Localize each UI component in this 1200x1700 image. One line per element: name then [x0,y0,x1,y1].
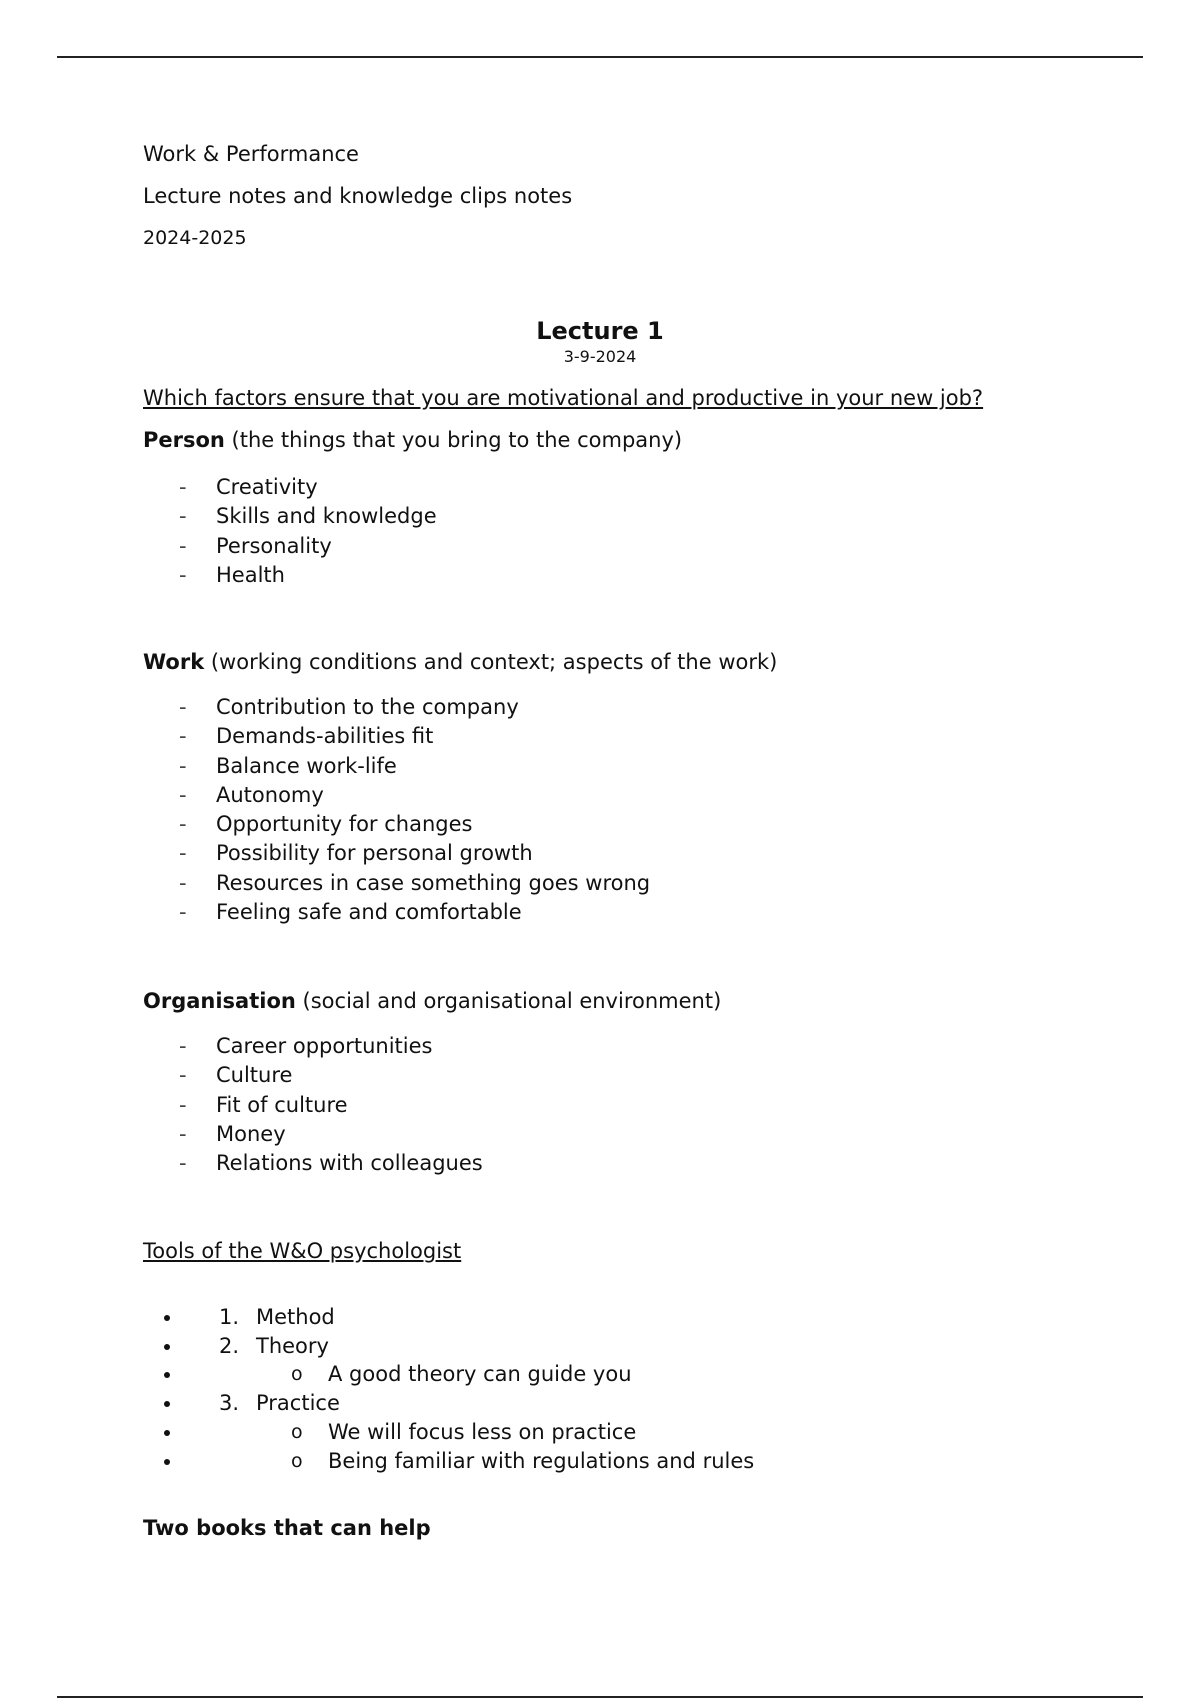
section-organisation-title: Organisation [143,989,296,1013]
number-marker: • 3. [219,1391,240,1415]
list-item: • 3. Practice [183,1390,340,1419]
bottom-rule [57,1696,1143,1698]
list-item: - Skills and knowledge [179,504,437,529]
dash-marker: - [179,1034,187,1058]
list-item: - Autonomy [179,782,324,807]
list-item: - Fit of culture [179,1092,348,1117]
person-list [143,474,437,591]
dash-marker: - [179,1092,187,1117]
dash-marker: - [179,870,187,895]
number-marker: • 1. [219,1305,240,1329]
tools-sublist [143,1361,632,1390]
list-item: - Health [179,562,285,587]
document-header [143,141,1063,251]
list-item: • o Being familiar with regulations and rules [183,1448,754,1477]
list-item: - Career opportunities [179,1034,433,1058]
list-item: - Money [179,1121,286,1146]
list-item: - Creativity [179,475,318,499]
list-item: - Relations with colleagues [179,1151,483,1176]
dash-marker: - [179,504,187,529]
dash-marker: - [179,753,187,778]
dash-marker: - [179,841,187,866]
section-work-description: (working conditions and context; aspects of the work) [204,650,778,674]
notes-subtitle: Lecture notes and knowledge clips notes [143,184,573,208]
circle-bullet-icon: • o [291,1421,303,1443]
list-item: - Culture [179,1063,293,1088]
section-work-title: Work [143,650,205,674]
lecture-title: Lecture 1 [536,317,664,345]
tools-sublist-practice [143,1419,754,1478]
dash-marker: - [179,1063,187,1088]
list-item: • 2. Theory [183,1333,335,1362]
list-item: - Balance work-life [179,753,397,778]
dash-marker: - [179,695,187,719]
list-item: • o A good theory can guide you [183,1361,632,1390]
number-marker: • 2. [219,1334,240,1359]
key-question: Which factors ensure that you are motivational and productive in your new job? [143,386,984,410]
course-title: Work & Performance [143,142,359,166]
list-item: - Feeling safe and comfortable [179,900,522,925]
section-organisation-description: (social and organisational environment) [295,989,722,1013]
list-item: - Resources in case something goes wrong [179,870,651,895]
dash-marker: - [179,1151,187,1176]
list-item: • o We will focus less on practice [183,1419,754,1448]
list-item: - Demands-abilities fit [179,724,434,749]
tools-list-continued [143,1390,340,1419]
list-item: - Possibility for personal growth [179,841,533,866]
circle-bullet-icon: • o [291,1363,303,1385]
section-person-description: (the things that you bring to the company) [224,428,683,452]
dash-marker: - [179,812,187,837]
books-heading: Two books that can help [143,1516,431,1540]
tools-list [143,1304,335,1363]
organisation-list [143,1033,483,1179]
list-item: - Personality [179,533,332,558]
section-person-title: Person [143,428,225,452]
dash-marker: - [179,1121,187,1146]
circle-bullet-icon: • o [291,1450,303,1473]
dash-marker: - [179,562,187,587]
section-work-heading [143,649,777,675]
list-item: • 1. Method [183,1304,335,1333]
work-list [143,694,650,928]
dash-marker: - [179,900,187,925]
section-organisation-heading [143,988,721,1014]
dash-marker: - [179,724,187,749]
lecture-date: 3-9-2024 [563,347,637,366]
dash-marker: - [179,475,187,499]
tools-heading: Tools of the W&O psychologist [143,1239,462,1263]
academic-year: 2024-2025 [143,227,247,249]
dash-marker: - [179,533,187,558]
list-item: - Opportunity for changes [179,812,473,837]
dash-marker: - [179,782,187,807]
list-item: - Contribution to the company [179,695,519,719]
section-person-heading [143,427,682,453]
top-rule [57,56,1143,58]
